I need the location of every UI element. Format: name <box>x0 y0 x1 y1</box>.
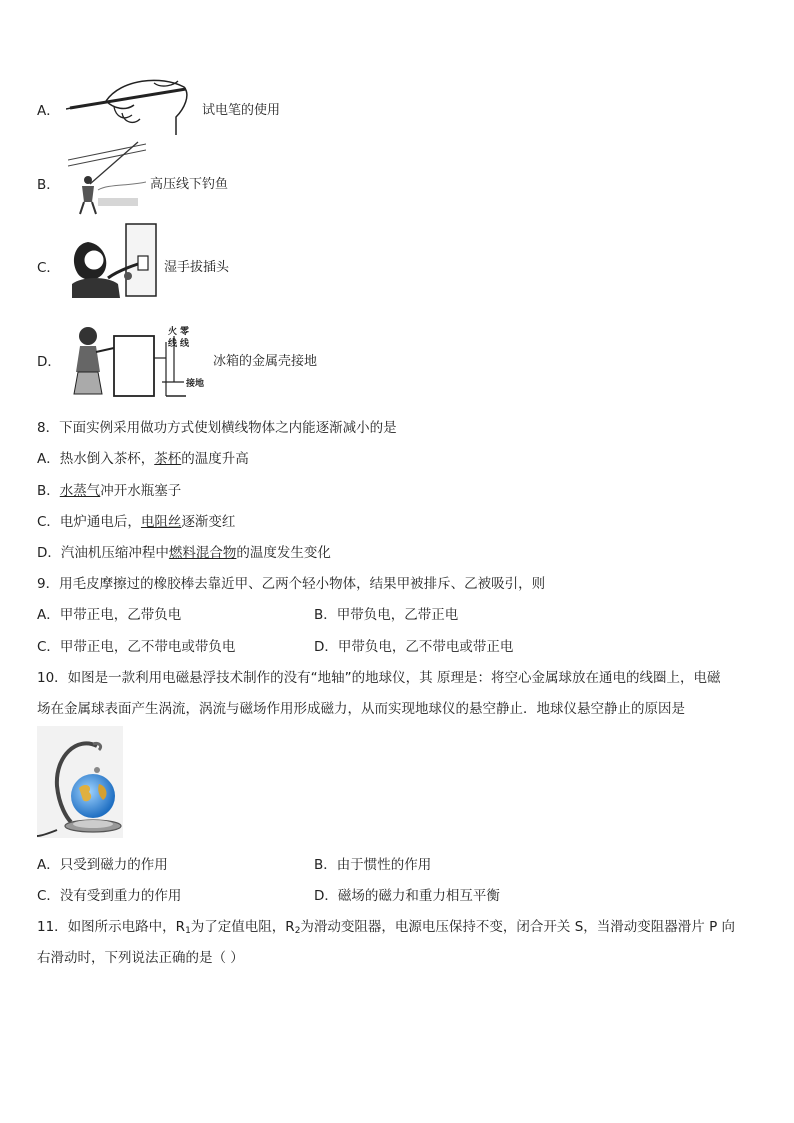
option-caption-b: 高压线下钓鱼 <box>150 177 229 192</box>
q10-option-c: C．没有受到重力的作用 <box>37 888 182 904</box>
q9-stem: 9．用毛皮摩擦过的橡胶棒去靠近甲、乙两个轻小物体，结果甲被排斥、乙被吸引，则 <box>37 576 546 592</box>
option-letter-b: B． <box>37 177 60 193</box>
fridge-label-fire: 火 <box>168 327 178 337</box>
q11-stem-line1: 11．如图所示电路中，$R_1$为了定值电阻，$R_2$为滑动变阻器，电源电压保持不变，闭合开关 S，当滑动变阻器滑片 P 向 <box>37 919 736 936</box>
test-pencil-image <box>66 75 196 137</box>
fridge-label-line2: 线 <box>180 339 190 349</box>
fridge-label-zero: 零 <box>180 327 190 337</box>
fridge-grounding-image <box>66 322 212 400</box>
q10-stem-line1: 10．如图是一款利用电磁悬浮技术制作的没有“地轴”的地球仪，其 原理是：将空心金属球放在通电的线圈上，电磁 <box>37 670 721 686</box>
q10-option-a: A．只受到磁力的作用 <box>37 857 168 873</box>
q8-option-d: D．汽油机压缩冲程中燃料混合物的温度发生变化 <box>37 545 331 561</box>
option-letter-a: A． <box>37 103 60 119</box>
q8-option-a: A．热水倒入茶杯，茶杯的温度升高 <box>37 451 249 467</box>
q11-stem-line2: 右滑动时，下列说法正确的是（ ） <box>37 950 244 966</box>
q10-option-b: B．由于惯性的作用 <box>314 857 432 873</box>
option-letter-c: C． <box>37 260 60 276</box>
q8-option-b: B．水蒸气冲开水瓶塞子 <box>37 483 182 499</box>
q9-option-d: D．甲带负电，乙不带电或带正电 <box>314 639 514 655</box>
q8-option-c: C．电炉通电后，电阻丝逐渐变红 <box>37 514 236 530</box>
q9-option-b: B．甲带负电，乙带正电 <box>314 607 459 623</box>
maglev-globe-image <box>37 726 123 838</box>
option-letter-d: D． <box>37 354 61 370</box>
fridge-label-ground: 接地 <box>186 379 205 389</box>
option-caption-a: 试电笔的使用 <box>202 103 281 118</box>
fishing-power-line-image <box>68 140 146 216</box>
q9-option-a: A．甲带正电，乙带负电 <box>37 607 182 623</box>
option-caption-c: 湿手拔插头 <box>164 260 230 275</box>
q10-option-d: D．磁场的磁力和重力相互平衡 <box>314 888 500 904</box>
q10-stem-line2: 场在金属球表面产生涡流，涡流与磁场作用形成磁力，从而实现地球仪的悬空静止．地球仪悬空静止的原因是 <box>37 701 685 717</box>
q9-option-c: C．甲带正电，乙不带电或带负电 <box>37 639 236 655</box>
fridge-label-line1: 线 <box>168 339 178 349</box>
wet-hand-plug-image <box>68 222 160 300</box>
q8-stem: 8．下面实例采用做功方式使划横线物体之内能逐渐减小的是 <box>37 420 397 436</box>
option-caption-d: 冰箱的金属壳接地 <box>213 354 318 369</box>
